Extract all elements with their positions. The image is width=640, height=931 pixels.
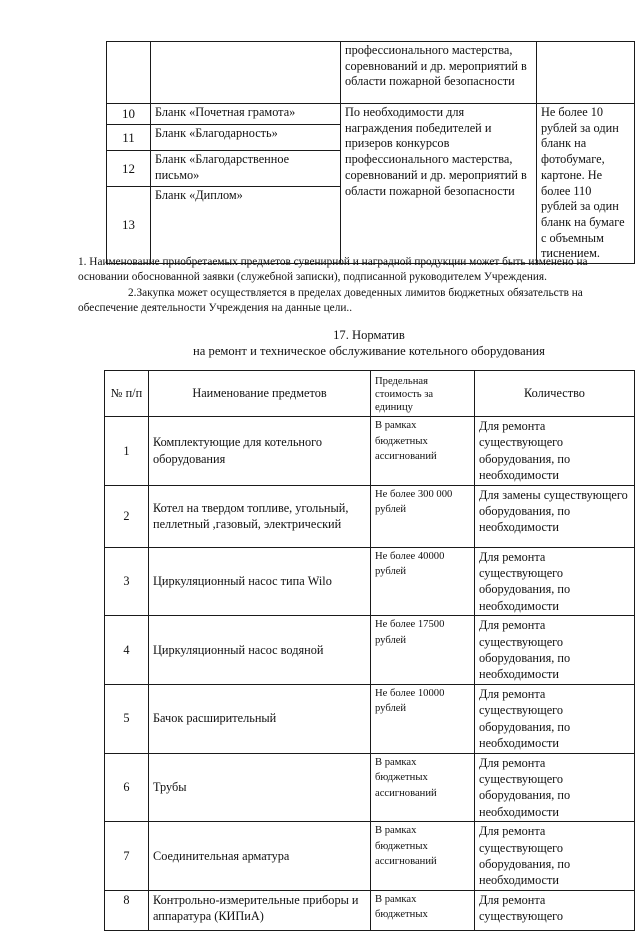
header-name: Наименование предметов <box>149 371 371 417</box>
row-number: 11 <box>107 124 151 150</box>
qty-cell: Для ремонта существующего оборудования, по необходимости <box>475 822 635 891</box>
header-qty: Количество <box>475 371 635 417</box>
table-row <box>105 547 635 616</box>
table-row <box>105 822 635 891</box>
item-name: Бачок расширительный <box>149 684 371 753</box>
header-price: Предельная стоимость за единицу <box>371 371 475 417</box>
price-cell: Не более 40000 рублей <box>371 547 475 616</box>
qty-cell: Для замены существующего оборудования, по необходимости <box>475 485 635 547</box>
row-number: 12 <box>107 150 151 186</box>
row-number: 4 <box>105 616 149 685</box>
item-name: Соединительная арматура <box>149 822 371 891</box>
table-row <box>105 684 635 753</box>
item-name: Комплектующие для котельного оборудования <box>149 417 371 486</box>
section-heading <box>104 327 634 359</box>
item-name: Трубы <box>149 753 371 822</box>
price-cell: Не более 17500 рублей <box>371 616 475 685</box>
table-row <box>107 104 635 125</box>
price-cell: Не более 10 рублей за один бланк на фотобумаге, картоне. Не более 110 рублей за один бланк на бумаге с объемным тиснением. <box>537 104 635 264</box>
row-number <box>107 42 151 104</box>
table-header-row <box>105 371 635 417</box>
table-row <box>105 753 635 822</box>
section-title: 17. Норматив <box>333 328 405 342</box>
table-row <box>105 417 635 486</box>
qty-cell: Для ремонта существующего <box>475 890 635 930</box>
item-name: Бланк «Диплом» <box>151 186 341 263</box>
row-number: 8 <box>105 890 149 930</box>
item-name <box>151 42 341 104</box>
header-num: № п/п <box>105 371 149 417</box>
price-cell: В рамках бюджетных ассигнований <box>371 753 475 822</box>
note-2: 2.Закупка может осуществляется в пределах доведенных лимитов бюджетных обязательств на обеспечение деятельности Учреждения на данные цели.. <box>78 286 583 315</box>
note-1: 1. Наименование приобретаемых предметов сувенирной и наградной продукции может быть изменено на основании обоснованной заявки (служебной записки), подписанной руководителем Учреждения. <box>78 256 588 284</box>
item-name: Бланк «Благодарность» <box>151 124 341 150</box>
boiler-equipment-table <box>104 370 635 931</box>
item-name: Циркуляционный насос водяной <box>149 616 371 685</box>
item-name: Котел на твердом топливе, угольный, пеллетный ,газовый, электрический <box>149 485 371 547</box>
row-number: 5 <box>105 684 149 753</box>
row-number: 1 <box>105 417 149 486</box>
price-cell: Не более 10000 рублей <box>371 684 475 753</box>
table-row <box>105 485 635 547</box>
item-name: Контрольно-измерительные приборы и аппаратура (КИПиА) <box>149 890 371 930</box>
price-cell: Не более 300 000 рублей <box>371 485 475 547</box>
row-number: 13 <box>107 186 151 263</box>
qty-cell: Для ремонта существующего оборудования, по необходимости <box>475 684 635 753</box>
notes <box>78 255 638 317</box>
item-name: Циркуляционный насос типа Wilo <box>149 547 371 616</box>
purpose-cell: По необходимости для награждения победителей и призеров конкурсов профессионального мастерства, соревнований и др. мероприятий в области пожарной безопасности <box>341 104 537 264</box>
row-number: 7 <box>105 822 149 891</box>
purpose-cell: профессионального мастерства, соревнований и др. мероприятий в области пожарной безопасности <box>341 42 537 104</box>
price-cell <box>537 42 635 104</box>
row-number: 6 <box>105 753 149 822</box>
table-row <box>107 42 635 104</box>
row-number: 10 <box>107 104 151 125</box>
qty-cell: Для ремонта существующего оборудования, по необходимости <box>475 616 635 685</box>
item-name: Бланк «Почетная грамота» <box>151 104 341 125</box>
price-cell: В рамках бюджетных ассигнований <box>371 822 475 891</box>
table-row <box>105 616 635 685</box>
qty-cell: Для ремонта существующего оборудования, по необходимости <box>475 753 635 822</box>
table-row <box>105 890 635 930</box>
qty-cell: Для ремонта существующего оборудования, по необходимости <box>475 547 635 616</box>
price-cell: В рамках бюджетных ассигнований <box>371 417 475 486</box>
qty-cell: Для ремонта существующего оборудования, по необходимости <box>475 417 635 486</box>
price-cell: В рамках бюджетных <box>371 890 475 930</box>
awards-table <box>106 41 635 264</box>
row-number: 3 <box>105 547 149 616</box>
row-number: 2 <box>105 485 149 547</box>
section-subtitle: на ремонт и техническое обслуживание котельного оборудования <box>193 344 545 358</box>
item-name: Бланк «Благодарственное письмо» <box>151 150 341 186</box>
